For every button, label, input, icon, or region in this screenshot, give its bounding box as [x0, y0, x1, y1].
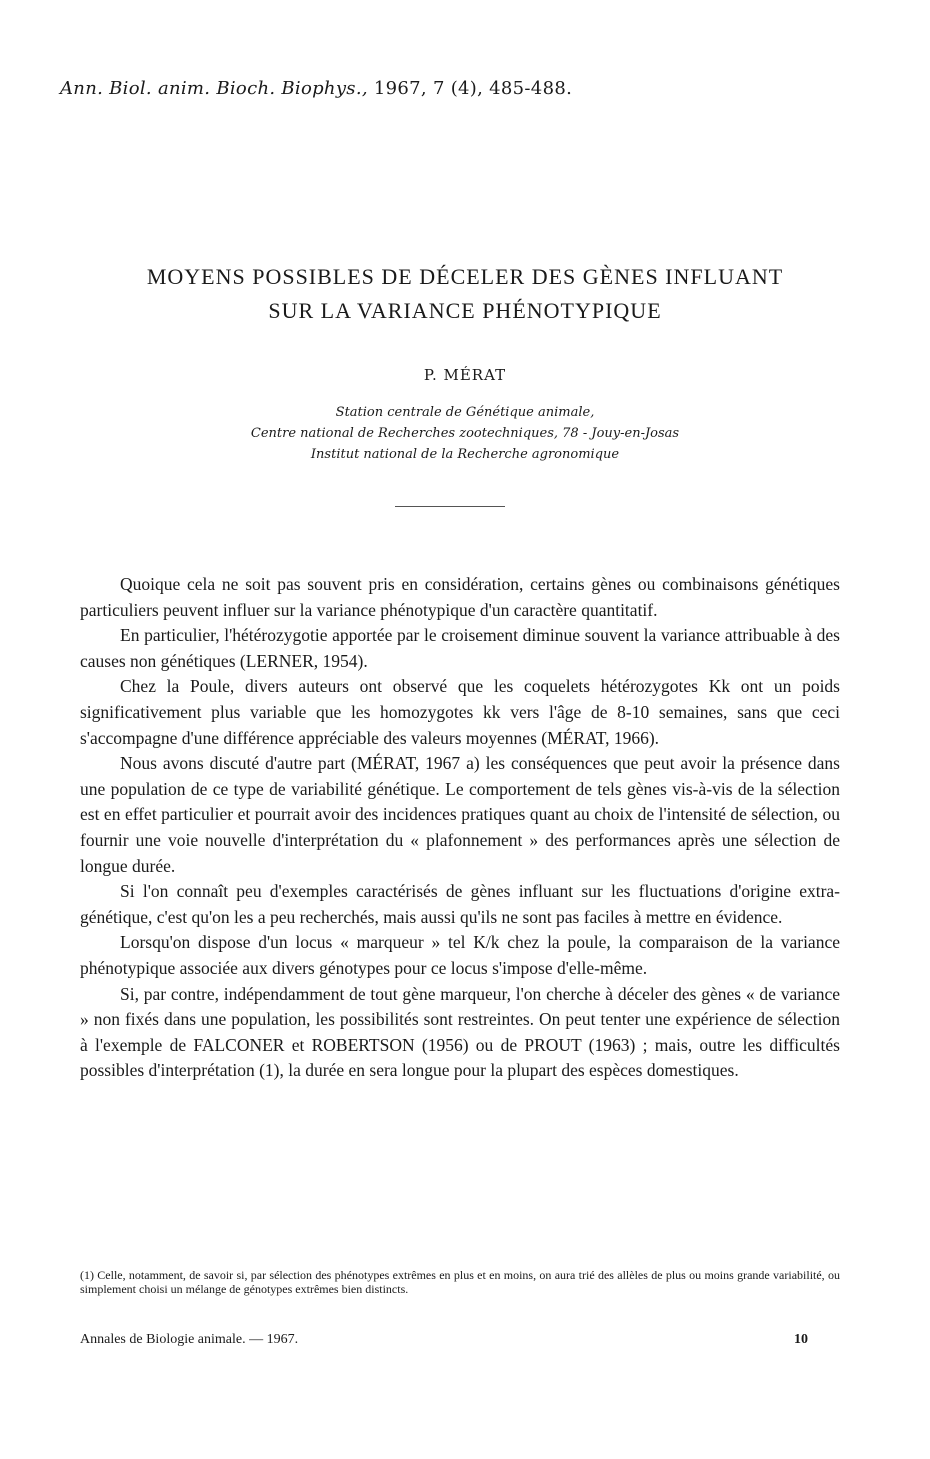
- affiliation-line-2: Centre national de Recherches zootechniques, 78 - Jouy-en-Josas: [250, 426, 680, 441]
- footer-journal: Annales de Biologie animale. — 1967.: [80, 1332, 299, 1347]
- separator-rule: [395, 506, 505, 507]
- page-number: 10: [794, 1332, 808, 1347]
- paragraph: Quoique cela ne soit pas souvent pris en considération, certains gènes ou combinaisons génétiques particuliers peuvent influer sur la variance phénotypique d'un caractère quantitatif.: [80, 574, 840, 620]
- body-text: [80, 572, 840, 1084]
- affiliation-line-3: Institut national de la Recherche agronomique: [310, 447, 620, 462]
- title-line-2: SUR LA VARIANCE PHÉNOTYPIQUE: [268, 298, 662, 323]
- author: P. MÉRAT: [423, 366, 507, 384]
- paragraph: Lorsqu'on dispose d'un locus « marqueur » tel K/k chez la poule, la comparaison de la variance phénotypique associée aux divers génotypes pour ce locus s'impose d'elle-même.: [80, 932, 840, 978]
- paragraph: Chez la Poule, divers auteurs ont observé que les coquelets hétérozygotes Kk ont un poids significativement plus variable que les homozygotes kk vers l'âge de 8-10 semaines, sans que ceci s'accompagne d'une différence appréciable des valeurs moyennes (MÉRAT, 1966).: [80, 676, 840, 748]
- paragraph: Nous avons discuté d'autre part (MÉRAT, 1967 a) les conséquences que peut avoir la présence dans une population de ce type de variabilité génétique. Le comportement de tels gènes vis-à-vis de la sélection est en effet particulier et pourrait avoir des incidences pratiques quant au choix de l'intensité de sélection, ou fournir une voie nouvelle d'interprétation du « plafonnement » des performances après une sélection de longue durée.: [80, 753, 840, 876]
- footnote: (1) Celle, notamment, de savoir si, par sélection des phénotypes extrêmes en plus et en moins, on aura trié des allèles de plus ou moins grande variabilité, ou simplement choisi un mélange de génotypes extrêmes bien distincts.: [80, 1268, 840, 1296]
- volume-pages: 1967, 7 (4), 485-488.: [373, 78, 573, 99]
- journal-citation: [60, 78, 572, 99]
- page-footer: [80, 1332, 808, 1348]
- affiliation-line-1: Station centrale de Génétique animale,: [335, 405, 595, 420]
- paragraph: Si l'on connaît peu d'exemples caractérisés de gènes influant sur les fluctuations d'origine extra-génétique, c'est qu'on les a peu recherchés, mais aussi qu'ils ne sont pas faciles à mettre en évidence.: [80, 881, 840, 927]
- title-line-1: MOYENS POSSIBLES DE DÉCELER DES GÈNES INFLUANT: [146, 264, 784, 289]
- affiliation: [0, 402, 930, 465]
- paragraph: Si, par contre, indépendamment de tout gène marqueur, l'on cherche à déceler des gènes « de variance » non fixés dans une population, les possibilités sont restreintes. On peut tenter une expérience de sélection à l'exemple de FALCONER et ROBERTSON (1956) ou de PROUT (1963) ; mais, outre les difficultés possibles d'interprétation (1), la durée en sera longue pour la plupart des espèces domestiques.: [80, 983, 840, 1081]
- paper-title: [0, 260, 930, 328]
- journal-name: Ann. Biol. anim. Bioch. Biophys.,: [60, 78, 368, 99]
- paragraph: En particulier, l'hétérozygotie apportée par le croisement diminue souvent la variance attribuable à des causes non génétiques (LERNER, 1954).: [80, 625, 840, 671]
